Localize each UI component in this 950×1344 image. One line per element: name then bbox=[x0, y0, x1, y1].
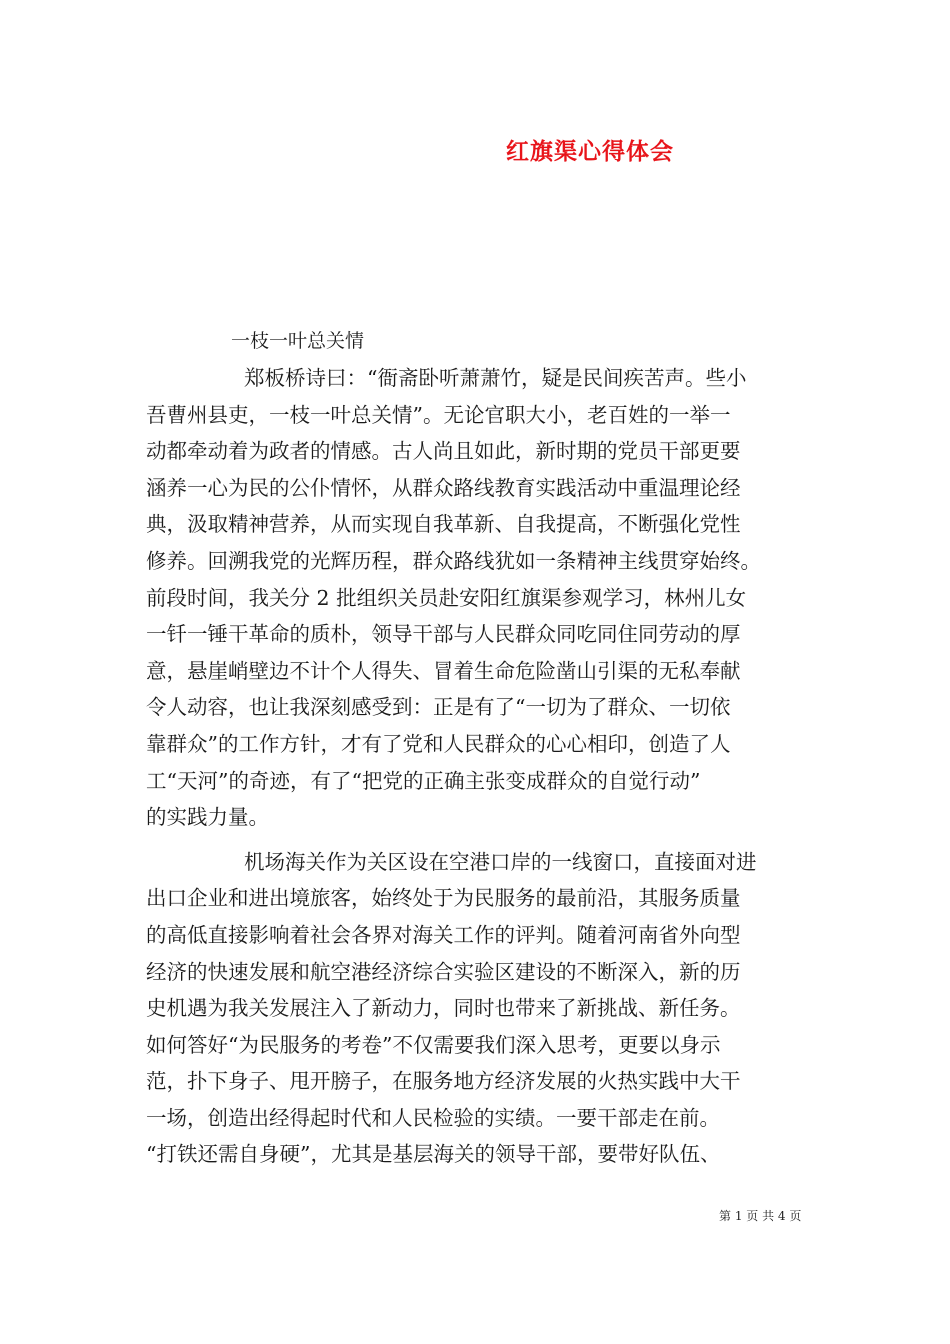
text-line: 史机遇为我关发展注入了新动力，同时也带来了新挑战、新任务。 bbox=[146, 996, 741, 1021]
text-line: “打铁还需自身硬”，尤其是基层海关的领导干部，要带好队伍、 bbox=[146, 1142, 721, 1167]
text-line: 郑板桥诗曰：“衙斋卧听萧萧竹，疑是民间疾苦声。些小 bbox=[244, 366, 747, 390]
paragraph-gap bbox=[146, 836, 836, 844]
text-line: 的实践力量。 bbox=[146, 805, 269, 830]
text-line: 经济的快速发展和航空港经济综合实验区建设的不断深入，新的历 bbox=[146, 959, 741, 984]
page-title: 红旗渠心得体会 bbox=[506, 138, 674, 165]
page-footer: 第 1 页 共 4 页 bbox=[719, 1209, 802, 1223]
text-line: 动都牵动着为政者的情感。古人尚且如此，新时期的党员干部更要 bbox=[146, 439, 741, 464]
text-line: 令人动容，也让我深刻感受到：正是有了“一切为了群众、一切依 bbox=[146, 695, 731, 720]
section-subtitle: 一枝一叶总关情 bbox=[231, 330, 365, 352]
text-line: 涵养一心为民的公仆情怀，从群众路线教育实践活动中重温理论经 bbox=[146, 475, 741, 500]
text-line: 一钎一锤干革命的质朴，领导干部与人民群众同吃同住同劳动的厚 bbox=[146, 622, 741, 647]
text-line: 出口企业和进出境旅客，始终处于为民服务的最前沿，其服务质量 bbox=[146, 886, 741, 911]
text-line: 前段时间，我关分 2 批组织关员赴安阳红旗渠参观学习，林州儿女 bbox=[146, 585, 747, 610]
paragraph-2 bbox=[146, 844, 836, 1173]
text-line: 范，扑下身子、甩开膀子，在服务地方经济发展的火热实践中大干 bbox=[146, 1069, 741, 1094]
text-line: 如何答好“为民服务的考卷”不仅需要我们深入思考，更要以身示 bbox=[146, 1032, 721, 1057]
text-line: 机场海关作为关区设在空港口岸的一线窗口，直接面对进 bbox=[244, 849, 757, 874]
text-line: 吾曹州县吏，一枝一叶总关情”。无论官职大小，老百姓的一举一 bbox=[146, 402, 731, 427]
text-line: 意，悬崖峭壁边不计个人得失、冒着生命危险凿山引渠的无私奉献 bbox=[146, 658, 741, 683]
text-line: 工“天河”的奇迹，有了“把党的正确主张变成群众的自觉行动” bbox=[146, 768, 701, 793]
text-line: 靠群众”的工作方针，才有了党和人民群众的心心相印，创造了人 bbox=[146, 731, 731, 756]
text-line: 典，汲取精神营养，从而实现自我革新、自我提高，不断强化党性 bbox=[146, 512, 741, 537]
text-line: 一场，创造出经得起时代和人民检验的实绩。一要干部走在前。 bbox=[146, 1105, 720, 1130]
text-line: 修养。回溯我党的光辉历程，群众路线犹如一条精神主线贯穿始终。 bbox=[146, 548, 761, 573]
text-line: 的高低直接影响着社会各界对海关工作的评判。随着河南省外向型 bbox=[146, 922, 741, 947]
paragraph-1 bbox=[146, 360, 836, 836]
document-body bbox=[146, 360, 836, 1173]
